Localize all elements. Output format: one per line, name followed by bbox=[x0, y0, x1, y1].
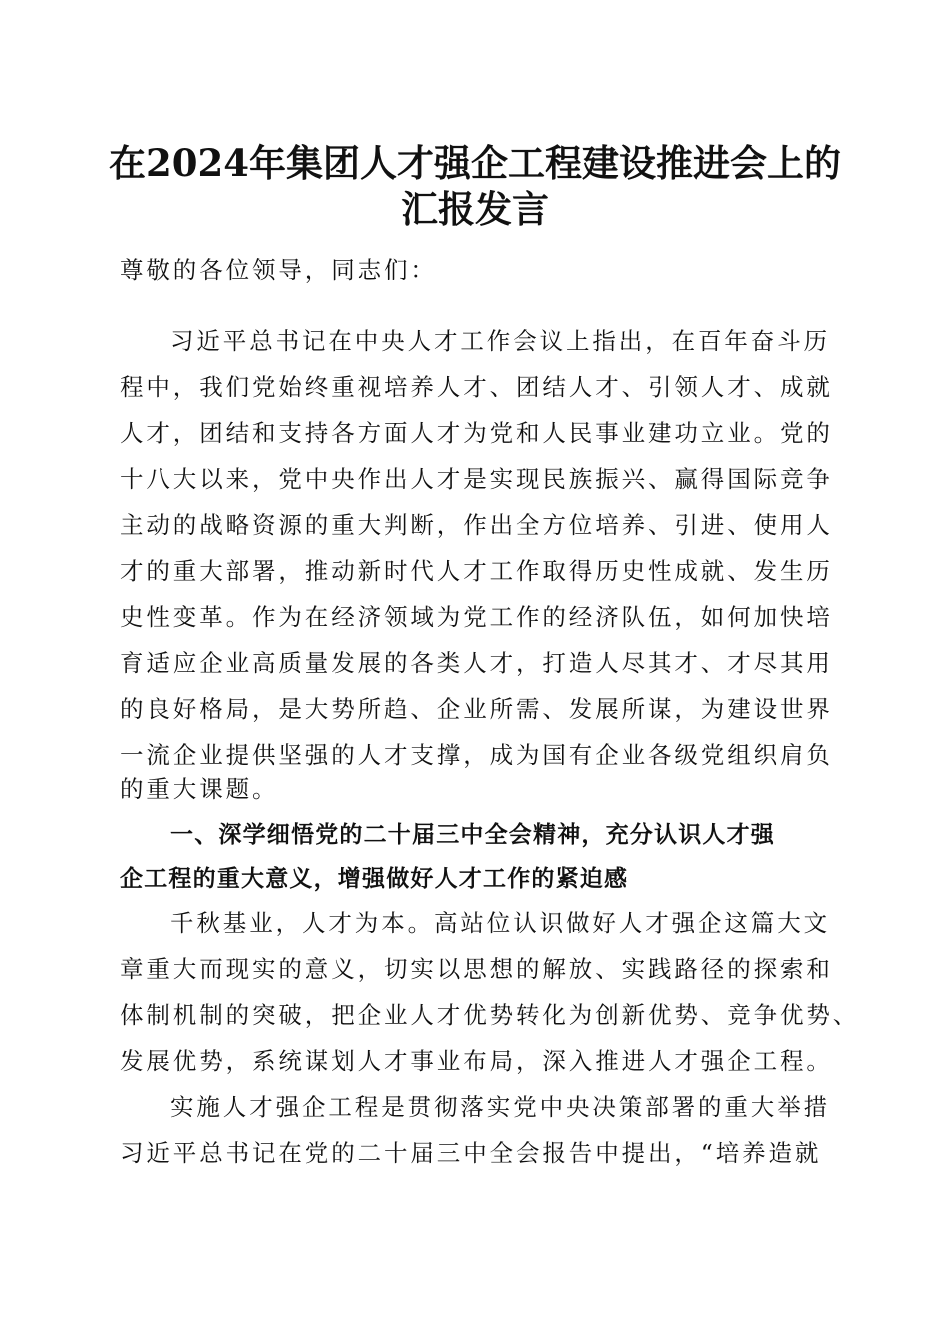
paragraph-line: 章重大而现实的意义，切实以思想的解放、实践路径的探索和 bbox=[120, 955, 833, 983]
salutation: 尊敬的各位领导，同志们： bbox=[120, 256, 437, 284]
section-heading-1-line-1: 一、深学细悟党的二十届三中全会精神，充分认识人才强 bbox=[170, 822, 775, 848]
intro-line: 一流企业提供坚强的人才支撑，成为国有企业各级党组织肩负 bbox=[120, 741, 833, 769]
intro-line: 习近平总书记在中央人才工作会议上指出，在百年奋斗历 bbox=[170, 327, 830, 355]
paragraph-line: 习近平总书记在党的二十届三中全会报告中提出，“培养造就 bbox=[120, 1139, 822, 1167]
intro-line: 史性变革。作为在经济领域为党工作的经济队伍，如何加快培 bbox=[120, 603, 833, 631]
intro-line: 主动的战略资源的重大判断，作出全方位培养、引进、使用人 bbox=[120, 511, 833, 539]
paragraph-line: 发展优势，系统谋划人才事业布局，深入推进人才强企工程。 bbox=[120, 1047, 833, 1075]
document-title-line-1: 在2024年集团人才强企工程建设推进会上的 bbox=[109, 141, 841, 185]
intro-line: 十八大以来，党中央作出人才是实现民族振兴、赢得国际竞争 bbox=[120, 465, 833, 493]
paragraph-line: 实施人才强企工程是贯彻落实党中央决策部署的重大举措 bbox=[170, 1093, 830, 1121]
paragraph-line: 千秋基业，人才为本。高站位认识做好人才强企这篇大文 bbox=[170, 909, 830, 937]
paragraph-line: 体制机制的突破，把企业人才优势转化为创新优势、竞争优势、 bbox=[120, 1001, 860, 1029]
section-heading-1-line-2: 企工程的重大意义，增强做好人才工作的紧迫感 bbox=[120, 866, 629, 892]
intro-line: 的良好格局，是大势所趋、企业所需、发展所谋，为建设世界 bbox=[120, 695, 833, 723]
intro-line: 程中，我们党始终重视培养人才、团结人才、引领人才、成就 bbox=[120, 373, 833, 401]
intro-line: 育适应企业高质量发展的各类人才，打造人尽其才、才尽其用 bbox=[120, 649, 833, 677]
document-title-line-2: 汇报发言 bbox=[401, 187, 549, 231]
intro-line: 才的重大部署，推动新时代人才工作取得历史性成就、发生历 bbox=[120, 557, 833, 585]
intro-line: 的重大课题。 bbox=[120, 775, 279, 803]
intro-line: 人才，团结和支持各方面人才为党和人民事业建功立业。党的 bbox=[120, 419, 833, 447]
